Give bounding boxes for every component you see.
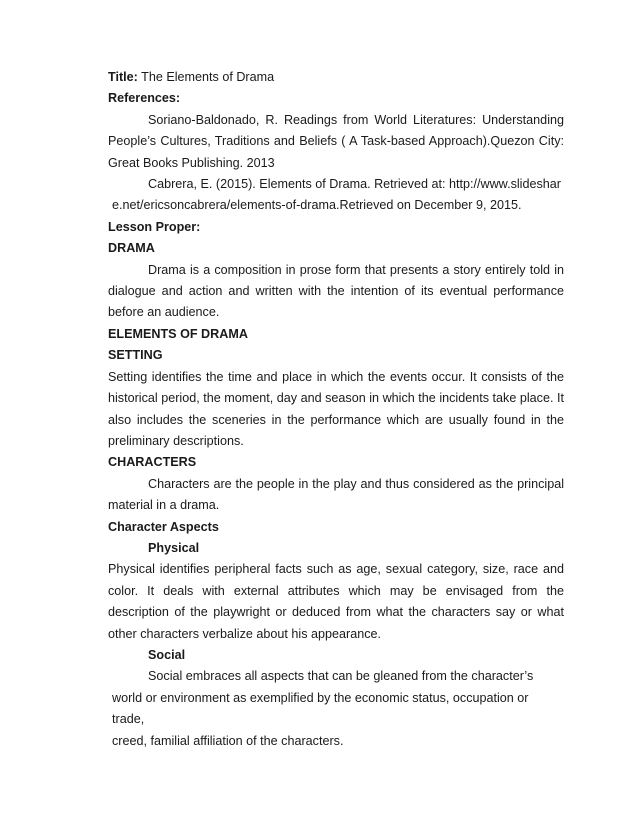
drama-paragraph: Drama is a composition in prose form that presents a story entirely told in dialogue and action and written with the intention of its eventual performance before an audience. (108, 262, 564, 320)
physical-heading: Physical (148, 540, 200, 555)
social-heading: Social (148, 647, 186, 662)
reference-2-line-1: Cabrera, E. (2015). Elements of Drama. Retrieved at: http://www.slideshar (148, 177, 561, 192)
elements-heading: ELEMENTS OF DRAMA (108, 326, 248, 341)
setting-heading: SETTING (108, 348, 163, 363)
title-value: The Elements of Drama (141, 70, 275, 84)
reference-2-line-2: e.net/ericsoncabrera/elements-of-drama.Retrieved on December 9, 2015. (112, 198, 522, 213)
references-heading: References: (108, 91, 181, 106)
document-body (108, 67, 564, 752)
reference-1: Soriano-Baldonado, R. Readings from World Literatures: Understanding People’s Cultures, Traditions and Beliefs ( A Task-based Approach).Quezon City: Great Books Publishing. 2013 (108, 112, 564, 170)
social-line-3: creed, familial affiliation of the characters. (112, 733, 344, 748)
title-label: Title: (108, 70, 138, 84)
social-line-2: world or environment as exemplified by the economic status, occupation or trade, (112, 690, 529, 727)
drama-heading: DRAMA (108, 241, 155, 256)
physical-paragraph: Physical identifies peripheral facts such as age, sexual category, size, race and color. It deals with external attributes which may be envisaged from the description of the playwright or deduced from what the characters say or what other characters verbalize about his appearance. (108, 562, 564, 641)
social-line-1: Social embraces all aspects that can be gleaned from the character’s (148, 669, 534, 684)
title-line (108, 67, 564, 88)
characters-heading: CHARACTERS (108, 455, 197, 470)
character-aspects-heading: Character Aspects (108, 519, 219, 534)
characters-paragraph: Characters are the people in the play and thus considered as the principal material in a drama. (108, 476, 564, 513)
lesson-proper-heading: Lesson Proper: (108, 219, 201, 234)
setting-paragraph: Setting identifies the time and place in which the events occur. It consists of the historical period, the moment, day and season in which the incidents take place. It also includes the sceneries in the performance which are usually found in the preliminary descriptions. (108, 369, 564, 448)
